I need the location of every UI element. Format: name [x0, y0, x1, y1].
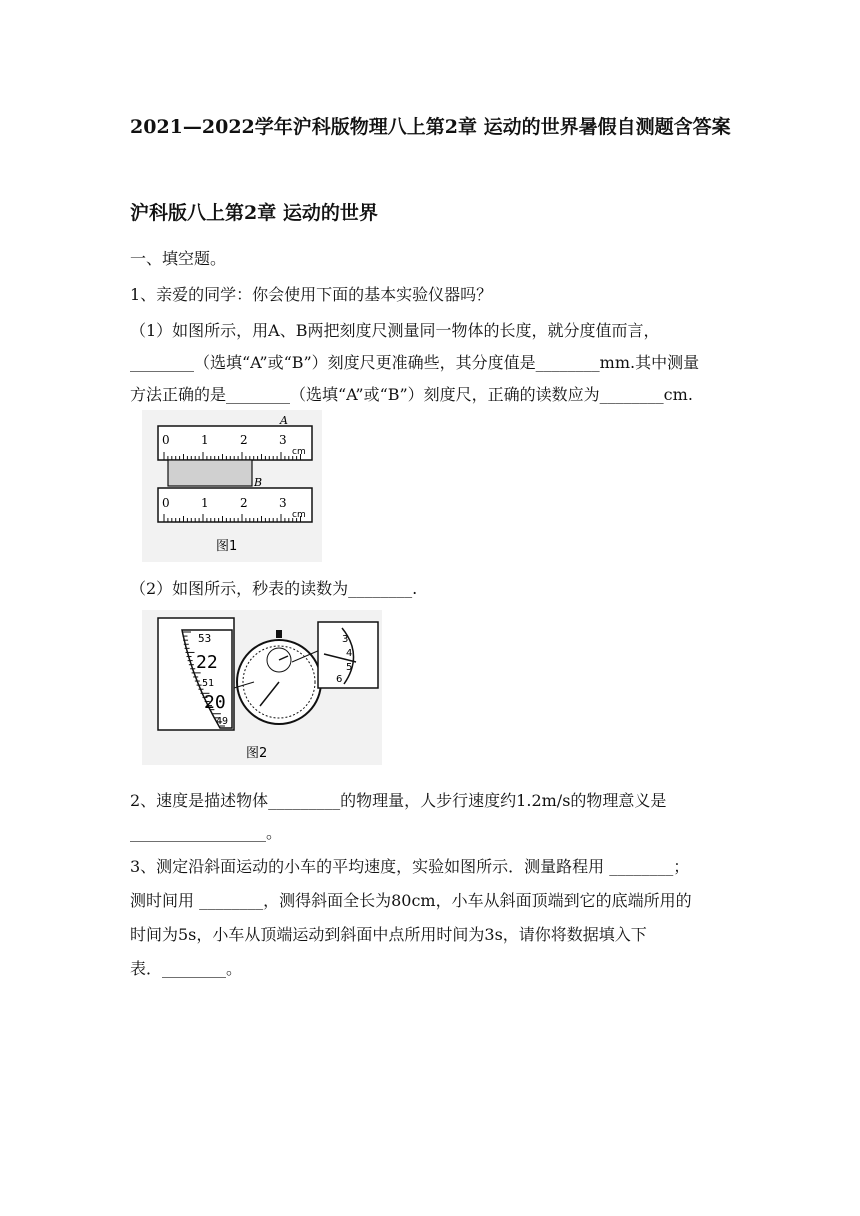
question-3-line-2: 测时间用 ________，测得斜面全长为80cm，小车从斜面顶端到它的底端所用的: [130, 891, 692, 910]
question-1-intro: 1、亲爱的同学：你会使用下面的基本实验仪器吗？: [130, 285, 493, 304]
ruler-a-tick-2: 2: [240, 433, 248, 447]
stopwatch-crown: [276, 630, 282, 638]
stopwatch-diagram: [142, 610, 382, 765]
right-scale-6: 6: [336, 674, 343, 685]
ruler-a-label: A: [280, 414, 288, 427]
question-3-line-4: 表．________。: [130, 959, 243, 978]
left-scale-53: 53: [198, 632, 212, 645]
right-scale-3: 3: [342, 634, 349, 645]
ruler-b-unit: cm: [292, 510, 306, 520]
figure-2-stopwatch: [142, 610, 382, 765]
left-scale-22: 22: [196, 652, 218, 673]
document-subtitle: 沪科版八上第2章 运动的世界: [130, 202, 378, 224]
left-scale-51: 51: [202, 678, 215, 689]
right-scale-5: 5: [346, 662, 353, 673]
question-2-line-2: _________________。: [130, 823, 283, 842]
ruler-a-tick-0: 0: [162, 433, 170, 447]
question-2-line-1: 2、速度是描述物体_________的物理量，人步行速度约1.2m/s的物理意义是: [130, 791, 667, 810]
measured-object: [168, 460, 252, 486]
question-1-part-1-line-3: 方法正确的是________（选填“A”或“B”）刻度尺，正确的读数应为________cm.: [130, 385, 693, 404]
question-1-part-1-line-1: （1）如图所示，用A、B两把刻度尺测量同一物体的长度，就分度值而言，: [130, 321, 660, 340]
ruler-b-tick-1: 1: [201, 496, 209, 510]
left-scale-20: 20: [204, 692, 226, 713]
ruler-a-tick-1: 1: [201, 433, 209, 447]
ruler-a: [158, 426, 312, 460]
ruler-b: [158, 488, 312, 522]
question-1-part-2: （2）如图所示，秒表的读数为________.: [130, 579, 418, 598]
section-heading: 一、填空题。: [130, 249, 227, 268]
document-title: 2021—2022学年沪科版物理八上第2章 运动的世界暑假自测题含答案: [130, 116, 731, 138]
figure-1-rulers: [142, 410, 322, 562]
ruler-b-tick-2: 2: [240, 496, 248, 510]
figure-1-caption: 图1: [216, 539, 238, 554]
ruler-b-label: B: [254, 476, 263, 489]
right-scale-4: 4: [346, 648, 353, 659]
rulers-diagram: [142, 410, 322, 562]
question-3-line-3: 时间为5s，小车从顶端运动到斜面中点所用时间为3s，请你将数据填入下: [130, 925, 647, 944]
question-3-line-1: 3、测定沿斜面运动的小车的平均速度，实验如图所示．测量路程用 ________；: [130, 857, 690, 876]
ruler-a-unit: cm: [292, 447, 306, 457]
question-1-part-1-line-2: ________（选填“A”或“B”）刻度尺更准确些，其分度值是________mm.其中测量: [130, 353, 700, 372]
left-scale-49: 49: [216, 716, 229, 727]
ruler-b-tick-0: 0: [162, 496, 170, 510]
figure-2-caption: 图2: [246, 746, 268, 761]
ruler-a-tick-3: 3: [279, 433, 287, 447]
ruler-b-tick-3: 3: [279, 496, 287, 510]
